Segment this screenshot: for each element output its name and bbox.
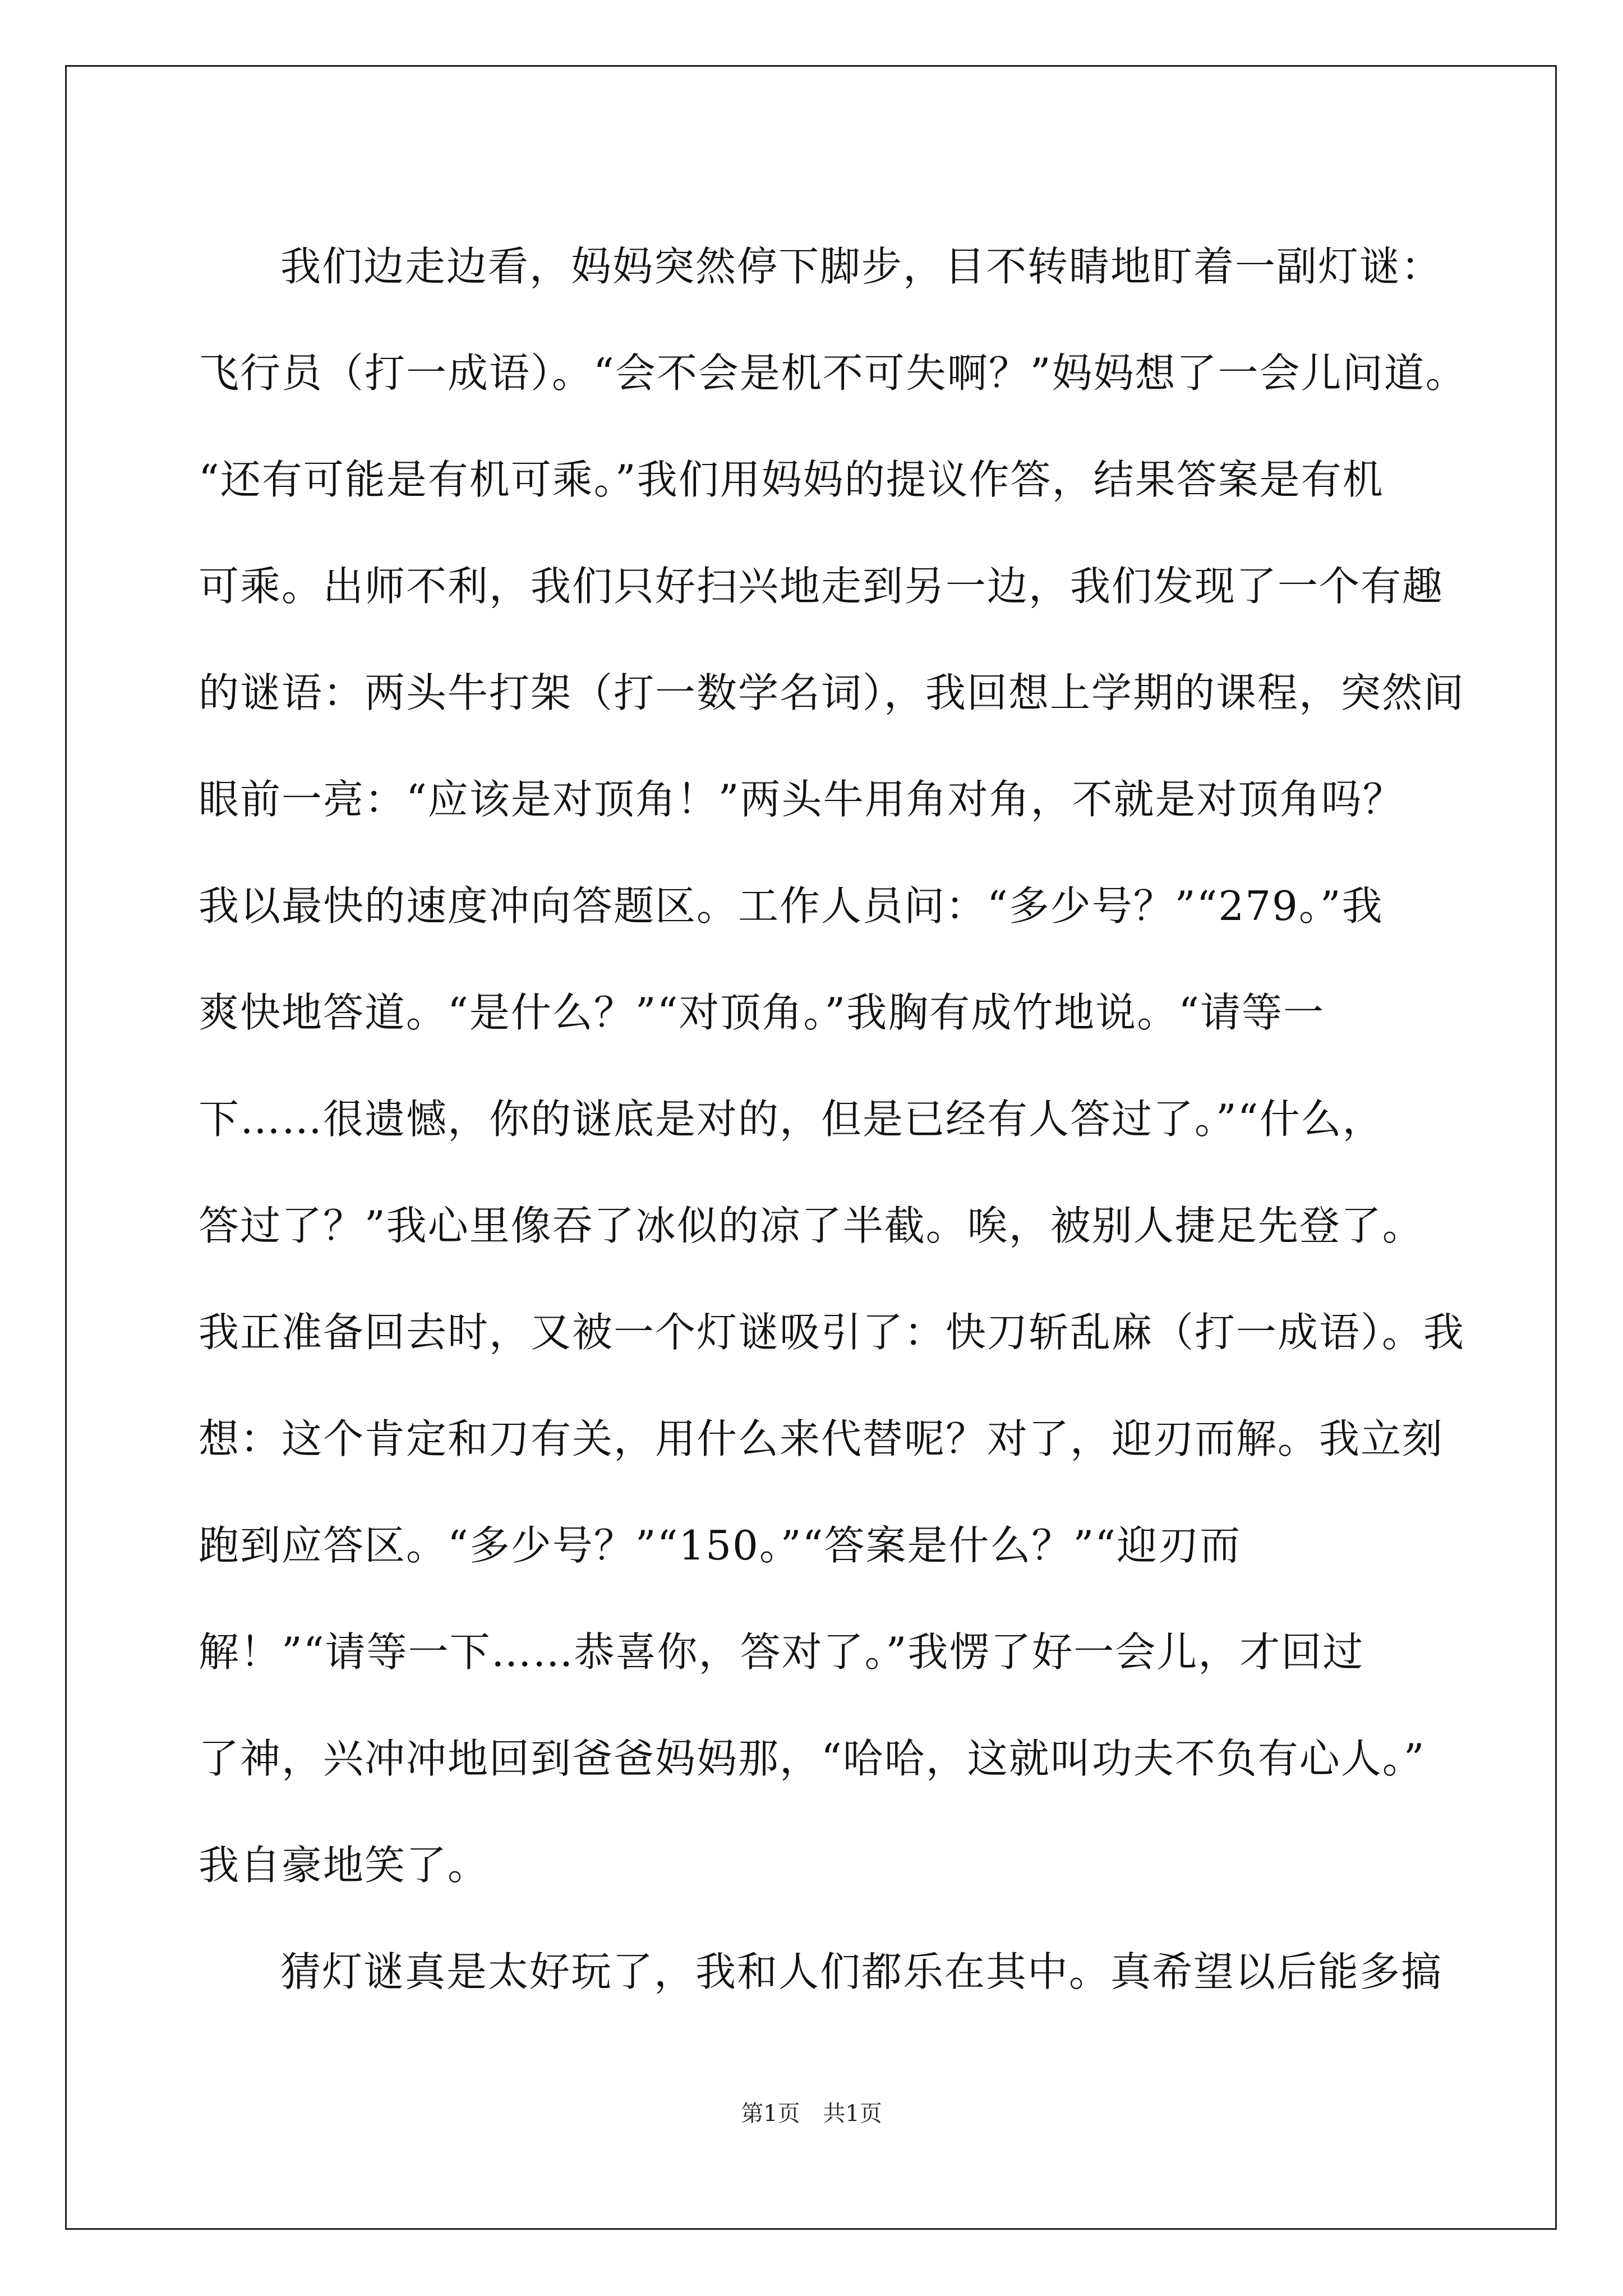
paragraph-line: 我们边走边看，妈妈突然停下脚步，目不转睛地盯着一副灯谜： xyxy=(280,243,1443,290)
page-total: 共1页 xyxy=(823,2101,882,2127)
paragraph-line: 想：这个肯定和刀有关，用什么来代替呢？对了，迎刃而解。我立刻 xyxy=(199,1415,1444,1462)
paragraph-line: 的谜语：两头牛打架（打一数学名词），我回想上学期的课程，突然间 xyxy=(199,669,1465,716)
paragraph-line: 了神，兴冲冲地回到爸爸妈妈那，“哈哈，这就叫功夫不负有心人。” xyxy=(199,1735,1426,1782)
paragraph-line: 下……很遗憾，你的谜底是对的，但是已经有人答过了。”“什么， xyxy=(199,1096,1384,1143)
paragraph-line: 飞行员（打一成语）。“会不会是机不可失啊？”妈妈想了一会儿问道。 xyxy=(199,349,1467,397)
paragraph-line: “还有可能是有机可乘。”我们用妈妈的提议作答，结果答案是有机 xyxy=(199,456,1384,503)
paragraph-line: 我以最快的速度冲向答题区。工作人员问：“多少号？”“279。”我 xyxy=(199,882,1384,930)
paragraph-line: 解！”“请等一下……恭喜你，答对了。”我愣了好一会儿，才回过 xyxy=(199,1628,1364,1676)
paragraph-line: 猜灯谜真是太好玩了，我和人们都乐在其中。真希望以后能多搞 xyxy=(280,1948,1443,1995)
paragraph-line: 我正准备回去时，又被一个灯谜吸引了：快刀斩乱麻（打一成语）。我 xyxy=(199,1309,1465,1356)
page-number: 第1页 xyxy=(741,2101,800,2127)
paragraph-line: 我自豪地笑了。 xyxy=(199,1842,490,1889)
page-footer xyxy=(0,2097,1623,2131)
paragraph-line: 爽快地答道。“是什么？”“对顶角。”我胸有成竹地说。“请等一 xyxy=(199,989,1325,1036)
paragraph-line: 跑到应答区。“多少号？”“150。”“答案是什么？”“迎刃而 xyxy=(199,1522,1242,1569)
paragraph-line: 答过了？”我心里像吞了冰似的凉了半截。唉，被别人捷足先登了。 xyxy=(199,1202,1424,1249)
paragraph-line: 眼前一亮：“应该是对顶角！”两头牛用角对角，不就是对顶角吗？ xyxy=(199,776,1404,823)
document-body xyxy=(199,213,1488,2025)
paragraph-line: 可乘。出师不利，我们只好扫兴地走到另一边，我们发现了一个有趣 xyxy=(199,563,1444,610)
